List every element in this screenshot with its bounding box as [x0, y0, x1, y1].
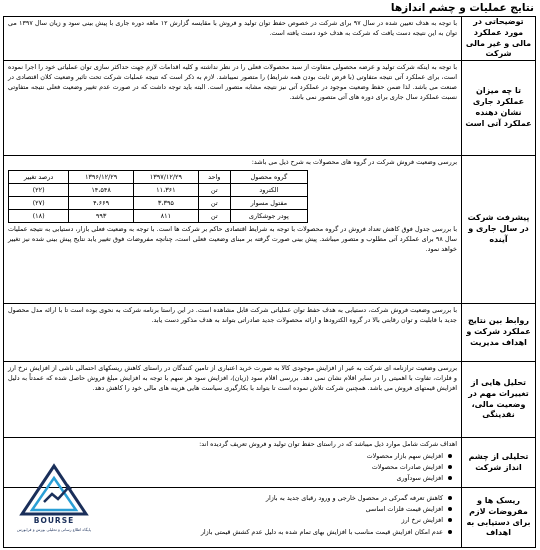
- list-item: عدم امکان افزایش قیمت مناسب با افزایش بهای تمام شده به دلیل عدم کشش قیمتی بازار: [8, 527, 443, 538]
- table-header-cell: درصد تغییر: [9, 170, 69, 183]
- table-intro: بررسی وضعیت فروش شرکت در گروه های محصولات به شرح ذیل می باشد:: [251, 158, 457, 166]
- list-item: افزایش صادرات محصولات: [8, 462, 443, 473]
- table-header-cell: ۱۳۹۶/۱۲/۲۹: [69, 170, 134, 183]
- row-management-goals: [4, 304, 535, 362]
- row-financial-performance: [4, 17, 535, 61]
- sales-table: [8, 170, 308, 223]
- list-item: افزایش سهم بازار محصولات: [8, 451, 443, 462]
- row-content: با توجه به اینکه شرکت تولید و عرضه محصولی متفاوت از سبد محصولات فعلی را در نظر نداشته و کلیه اقدامات لازم جهت حداکثر سازی توان عملیاتی خود را اجرا نموده است، برای عملکرد آتی نتیجه متفاوتی (با فرض ثابت بودن همه شرایط) را متصور نمیباشد. لازم به ذکر است که نتیجه عملیات شرکت تحت تاثیر وضعیت کلان اقتصادی در صنعت می باشد. لذا ضمن حفظ وضعیت موجود در عملکرد آتی نیز نتیجه مشابه متصور است. البته باید توجه داشت که در صورت عدم تغییر وضعیت فعلی نتیجه متفاوتی نسبت عملکرد سال جاری برای دوره های آتی متصور نمی باشد.: [8, 63, 457, 101]
- table-cell: مفتول مسوار: [230, 197, 307, 210]
- table-cell: (۲۲): [9, 183, 69, 196]
- table-cell: تن: [198, 183, 230, 196]
- row-label: تا چه میزان عملکرد جاری نشان دهنده عملکرد آتی است: [461, 61, 535, 155]
- row-label: توضیحاتی در مورد عملکرد مالی و غیر مالی شرکت: [461, 17, 535, 60]
- table-cell: ۱۴،۵۴۸: [69, 183, 134, 196]
- table-cell: تن: [198, 210, 230, 223]
- table-header-cell: ۱۳۹۷/۱۲/۲۹: [134, 170, 199, 183]
- row-content: اهداف شرکت شامل موارد ذیل میباشد که در راستای حفظ توان تولید و فروش تعریف گردیده اند: افزایش سهم بازار محصولات افزایش صادرات محصولات افزایش سودآوری: [4, 438, 461, 487]
- table-analysis: با بررسی جدول فوق کاهش تعداد فروش در گروه محصولات با توجه به شرایط اقتصادی حاکم بر شرکت ها است. با توجه به وضعیت فعلی بازار، دستیابی به نتیجه عملیات سال ۹۸ برای عملکرد آتی مطلوب و متصور میباشد. پیش بینی صورت گرفته بر مبنای وضعیت فعلی است، چنانچه مفروضات فوق تغییر یابد نتایج پیش بینی شده نیز تغییر خواهد نمود.: [8, 225, 457, 254]
- row-label: پیشرفت شرکت در سال جاری و آینده: [461, 156, 535, 303]
- row-label: روابط بین نتایج عملکرد شرکت و اهداف مدیریت: [461, 304, 535, 361]
- row-content: با توجه به هدف تعیین شده در سال ۹۷ برای شرکت در خصوص حفظ توان تولید و فروش با مقایسه گزارش ۱۲ ماهه دوره جاری با پیش بینی سود و زیان سال ۱۳۹۷ می توان به این نتیجه دست یافت که شرکت به هدف خود دست یافته است.: [8, 19, 457, 37]
- logo-text: BOURSE: [33, 516, 75, 525]
- table-cell: الکترود: [230, 183, 307, 196]
- row-label: ریسک ها و مفروضات لازم برای دستیابی به اهداف: [461, 488, 535, 547]
- bourse-logo: [14, 462, 94, 544]
- row-content: [4, 156, 461, 303]
- table-row: [9, 210, 308, 223]
- table-row: [9, 197, 308, 210]
- page-title: نتایج عملیات و چشم اندازها: [390, 2, 534, 14]
- table-header-cell: واحد: [198, 170, 230, 183]
- table-row: [9, 183, 308, 196]
- bourse-logo-icon: [14, 462, 94, 516]
- row-content: با بررسی وضعیت فروش شرکت، دستیابی به هدف حفظ توان عملیاتی شرکت قابل مشاهده است. در این راستا برنامه شرکت به نحوی بوده است تا با ارائه مدل محصول جدید با قابلیت و توان رقابتی بالا در گروه الکترودها و ارائه محصولات جدید صادراتی بتواند به هدف مذکور دست یابد.: [8, 306, 457, 324]
- list-item: افزایش قیمت فلزات اساسی: [8, 504, 443, 515]
- row-future-performance: [4, 61, 535, 156]
- table-cell: (۲۷): [9, 197, 69, 210]
- table-cell: ۳،۳۹۵: [134, 197, 199, 210]
- table-cell: ۱۱،۳۶۱: [134, 183, 199, 196]
- table-cell: (۱۸): [9, 210, 69, 223]
- table-header-cell: گروه محصول: [230, 170, 307, 183]
- table-cell: پودر جوشکاری: [230, 210, 307, 223]
- logo-subtitle: پایگاه اطلاع رسانی و تحلیلی بورس و فرابورس: [17, 527, 91, 532]
- table-header-row: [9, 170, 308, 183]
- list-item: افزایش نرخ ارز: [8, 515, 443, 526]
- table-cell: ۴،۶۶۹: [69, 197, 134, 210]
- row-label: تحلیل هایی از تغییرات مهم در وضعیت مالی، نقدینگی: [461, 362, 535, 437]
- row-company-progress: [4, 156, 535, 304]
- table-cell: تن: [198, 197, 230, 210]
- table-cell: ۹۹۳: [69, 210, 134, 223]
- row-label: تحلیلی از چشم انداز شرکت: [461, 438, 535, 487]
- row-content: بررسی وضعیت ترازنامه ای شرکت به غیر از افزایش موجودی کالا به صورت خرید اعتباری از تامین کنندگان در راستای کاهش ریسکهای احتمالی ناشی از افزایش نرخ ارز و فلزات، تفاوت با اهمیتی را در سایر اقلام نشان نمی دهد. بررسی اقلام سود (زیان)، افزایش سود هر سهم با توجه به افزایش مبلغ فروش حاصل شده که عمدتاً به دلیل افزایش قیمتهای فروش می باشد. همچنین شرکت تلاش نموده است تا بتواند با بکارگیری سیاست هایی هزینه های مالی خود را کاهش دهد.: [8, 364, 457, 392]
- list-item: افزایش سودآوری: [8, 473, 443, 484]
- row-financial-changes: [4, 362, 535, 438]
- list-item: کاهش تعرفه گمرکی در محصول خارجی و ورود رقبای جدید به بازار: [8, 493, 443, 504]
- table-cell: ۸۱۱: [134, 210, 199, 223]
